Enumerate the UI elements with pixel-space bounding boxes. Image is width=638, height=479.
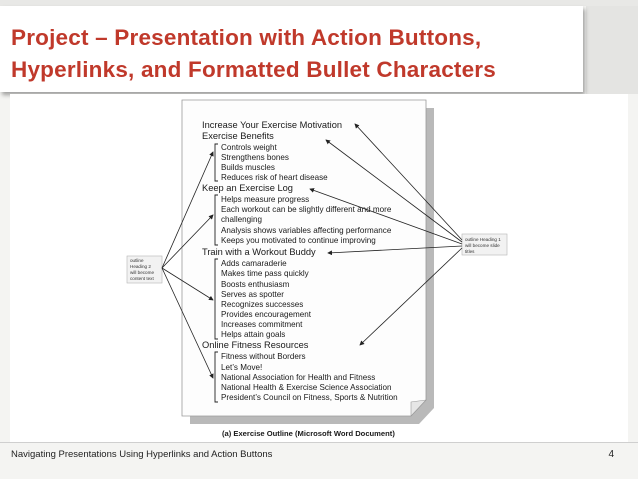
outline-item: Let’s Move!	[221, 363, 263, 372]
callout-right-text: will become slide	[465, 243, 500, 248]
outline-item: Recognizes successes	[221, 300, 304, 309]
outline-item: Helps attain goals	[221, 330, 286, 339]
document-page	[182, 100, 426, 416]
outline-item: Makes time pass quickly	[221, 269, 309, 278]
outline-item: challenging	[221, 215, 262, 224]
outline-item: National Health & Exercise Science Association	[221, 383, 392, 392]
callout-left-text: content text	[130, 276, 154, 281]
outline-heading-5: Online Fitness Resources	[202, 340, 309, 350]
outline-item: Keeps you motivated to continue improving	[221, 236, 376, 245]
slide-title: Project – Presentation with Action Buttons, Hyperlinks, and Formatted Bullet Characters	[11, 25, 496, 82]
outline-heading-2: Exercise Benefits	[202, 131, 274, 141]
outline-item: Controls weight	[221, 143, 277, 152]
page-number: 4	[608, 449, 614, 460]
callout-right-text: titles	[465, 249, 475, 254]
figure-caption: (a) Exercise Outline (Microsoft Word Document)	[222, 429, 395, 438]
outline-heading-1: Increase Your Exercise Motivation	[202, 120, 343, 130]
callout-left-text: outline	[130, 258, 144, 263]
outline-heading-3: Keep an Exercise Log	[202, 183, 293, 193]
outline-item: Analysis shows variables affecting performance	[221, 226, 392, 235]
callout-left-text: will become	[130, 270, 154, 275]
outline-item: Each workout can be slightly different and more	[221, 205, 392, 214]
outline-heading-4: Train with a Workout Buddy	[202, 247, 316, 257]
outline-item: Boosts enthusiasm	[221, 280, 290, 289]
outline-item: Helps measure progress	[221, 195, 310, 204]
outline-item: President’s Council on Fitness, Sports & Nutrition	[221, 393, 398, 402]
footer-divider	[0, 442, 638, 443]
callout-right-text: outline Heading 1	[465, 237, 501, 242]
outline-item: Strengthens bones	[221, 153, 289, 162]
outline-item: Serves as spotter	[221, 290, 284, 299]
outline-item: Fitness without Borders	[221, 352, 306, 361]
footer-text: Navigating Presentations Using Hyperlinks and Action Buttons	[11, 449, 273, 460]
outline-item: Adds camaraderie	[221, 259, 287, 268]
outline-item: Reduces risk of heart disease	[221, 173, 328, 182]
callout-left-text: Heading 2	[130, 264, 151, 269]
outline-item: Increases commitment	[221, 320, 303, 329]
outline-item: Provides encouragement	[221, 310, 311, 319]
outline-item: Builds muscles	[221, 163, 275, 172]
outline-item: National Association for Health and Fitness	[221, 373, 376, 382]
